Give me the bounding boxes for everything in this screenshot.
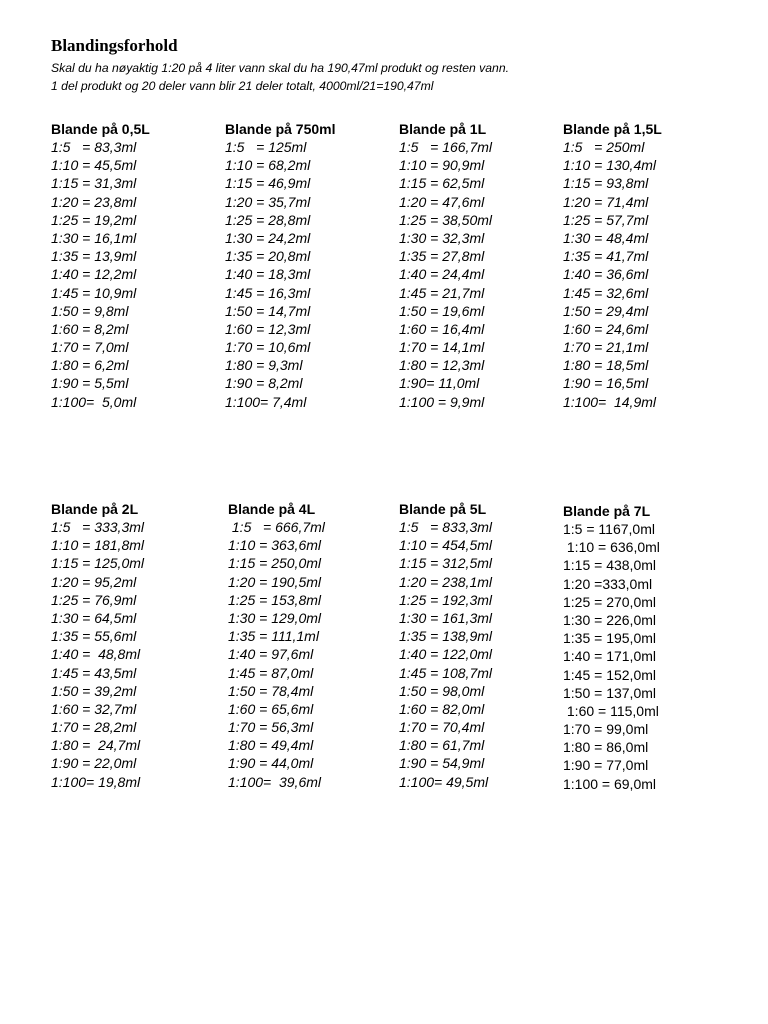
- ratio-row: 1:40 = 36,6ml: [563, 266, 649, 283]
- ratio-row: 1:70 = 70,4ml: [399, 719, 485, 736]
- mix-table-4: [563, 120, 662, 411]
- ratio-row: 1:100 = 69,0ml: [563, 775, 657, 792]
- ratio-row: 1:10 = 363,6ml: [228, 537, 322, 554]
- ratio-row: 1:70 = 56,3ml: [228, 719, 314, 736]
- ratio-row: 1:80 = 6,2ml: [51, 357, 129, 374]
- ratio-row: 1:50 = 78,4ml: [228, 682, 314, 699]
- ratio-row: 1:60 = 65,6ml: [228, 700, 314, 717]
- ratio-row: 1:35 = 55,6ml: [51, 628, 137, 645]
- ratio-row: 1:10 = 181,8ml: [51, 537, 145, 554]
- ratio-row: 1:15 = 312,5ml: [399, 555, 493, 572]
- ratio-row: 1:45 = 10,9ml: [51, 284, 137, 301]
- ratio-row: 1:10 = 454,5ml: [399, 537, 493, 554]
- ratio-row: 1:50 = 9,8ml: [51, 302, 129, 319]
- ratio-row: 1:50 = 137,0ml: [563, 684, 657, 701]
- ratio-row: 1:70 = 99,0ml: [563, 721, 649, 738]
- ratio-row: 1:15 = 438,0ml: [563, 557, 657, 574]
- ratio-row: 1:90 = 54,9ml: [399, 755, 485, 772]
- ratio-row: 1:35 = 27,8ml: [399, 248, 485, 265]
- ratio-row: 1:20 = 23,8ml: [51, 193, 137, 210]
- ratio-row: 1:100 = 9,9ml: [399, 393, 485, 410]
- ratio-row: 1:15 = 62,5ml: [399, 175, 485, 192]
- ratio-row: 1:45 = 43,5ml: [51, 664, 137, 681]
- ratio-row: 1:30 = 64,5ml: [51, 609, 137, 626]
- ratio-row: 1:40 = 12,2ml: [51, 266, 137, 283]
- mix-table-2: [225, 120, 336, 411]
- ratio-row: 1:45 = 152,0ml: [563, 666, 657, 683]
- mix-table-6: [228, 500, 325, 791]
- ratio-row: 1:45 = 87,0ml: [228, 664, 314, 681]
- ratio-row: 1:35 = 41,7ml: [563, 248, 649, 265]
- ratio-row: 1:10 = 68,2ml: [225, 157, 311, 174]
- ratio-row: 1:25 = 38,50ml: [399, 211, 493, 228]
- mix-table-header: Blande på 5L: [399, 501, 487, 517]
- mix-table-3: [399, 120, 492, 411]
- ratio-row: 1:100= 5,0ml: [51, 393, 137, 410]
- ratio-row: 1:20 = 71,4ml: [563, 193, 649, 210]
- ratio-row: 1:50 = 29,4ml: [563, 302, 649, 319]
- ratio-row: 1:5 = 250ml: [563, 139, 645, 155]
- ratio-row: 1:80 = 61,7ml: [399, 737, 485, 754]
- ratio-row: 1:30 = 32,3ml: [399, 229, 485, 246]
- ratio-row: 1:25 = 28,8ml: [225, 211, 311, 228]
- ratio-row: 1:30 = 24,2ml: [225, 229, 311, 246]
- ratio-row: 1:40 = 18,3ml: [225, 266, 311, 283]
- intro-line-1: Skal du ha nøyaktig 1:20 på 4 liter vann skal du ha 190,47ml produkt og resten vann.: [51, 61, 509, 75]
- ratio-row: 1:35 = 111,1ml: [228, 628, 319, 645]
- ratio-row: 1:80 = 86,0ml: [563, 739, 649, 756]
- ratio-row: 1:80 = 12,3ml: [399, 357, 485, 374]
- page-title: Blandingsforhold: [51, 36, 178, 55]
- ratio-row: 1:50 = 19,6ml: [399, 302, 485, 319]
- ratio-row: 1:45 = 16,3ml: [225, 284, 311, 301]
- ratio-row: 1:10 = 130,4ml: [563, 157, 657, 174]
- mix-table-header: Blande på 4L: [228, 501, 316, 517]
- ratio-row: 1:40 = 24,4ml: [399, 266, 485, 283]
- ratio-row: 1:25 = 270,0ml: [563, 593, 657, 610]
- ratio-row: 1:30 = 129,0ml: [228, 609, 322, 626]
- ratio-row: 1:25 = 76,9ml: [51, 591, 137, 608]
- ratio-row: 1:35 = 20,8ml: [225, 248, 311, 265]
- ratio-row: 1:40 = 171,0ml: [563, 648, 657, 665]
- ratio-row: 1:10 = 90,9ml: [399, 157, 485, 174]
- ratio-row: 1:50 = 39,2ml: [51, 682, 137, 699]
- ratio-row: 1:60 = 82,0ml: [399, 700, 485, 717]
- ratio-row: 1:40 = 97,6ml: [228, 646, 314, 663]
- ratio-row: 1:15 = 93,8ml: [563, 175, 649, 192]
- ratio-row: 1:30 = 48,4ml: [563, 229, 649, 246]
- ratio-row: 1:45 = 32,6ml: [563, 284, 649, 301]
- ratio-row: 1:100= 39,6ml: [228, 773, 322, 790]
- ratio-row: 1:100= 14,9ml: [563, 393, 657, 410]
- ratio-row: 1:30 = 16,1ml: [51, 229, 137, 246]
- mix-table-header: Blande på 750ml: [225, 121, 336, 137]
- ratio-row: 1:20 = 35,7ml: [225, 193, 311, 210]
- ratio-row: 1:90 = 5,5ml: [51, 375, 129, 392]
- ratio-row: 1:35 = 13,9ml: [51, 248, 137, 265]
- ratio-row: 1:100= 49,5ml: [399, 773, 489, 790]
- ratio-row: 1:80 = 9,3ml: [225, 357, 303, 374]
- mix-table-7: [399, 500, 492, 791]
- ratio-row: 1:5 = 83,3ml: [51, 139, 137, 155]
- ratio-row: 1:40 = 122,0ml: [399, 646, 493, 663]
- ratio-row: 1:80 = 24,7ml: [51, 737, 141, 754]
- ratio-row: 1:50 = 14,7ml: [225, 302, 311, 319]
- ratio-row: 1:60 = 12,3ml: [225, 320, 311, 337]
- ratio-row: 1:25 = 153,8ml: [228, 591, 322, 608]
- mix-table-5: [51, 500, 144, 791]
- ratio-row: 1:20 = 47,6ml: [399, 193, 485, 210]
- ratio-row: 1:5 = 125ml: [225, 139, 307, 155]
- ratio-row: 1:60 = 8,2ml: [51, 320, 129, 337]
- mix-table-header: Blande på 2L: [51, 501, 139, 517]
- ratio-row: 1:20 = 95,2ml: [51, 573, 137, 590]
- ratio-row: 1:40 = 48,8ml: [51, 646, 141, 663]
- ratio-row: 1:90 = 44,0ml: [228, 755, 314, 772]
- ratio-row: 1:25 = 57,7ml: [563, 211, 649, 228]
- ratio-row: 1:15 = 125,0ml: [51, 555, 145, 572]
- ratio-row: 1:5 = 333,3ml: [51, 519, 145, 535]
- mix-table-header: Blande på 7L: [563, 503, 651, 519]
- ratio-row: 1:60 = 115,0ml: [563, 702, 659, 719]
- ratio-row: 1:60 = 24,6ml: [563, 320, 649, 337]
- ratio-row: 1:90 = 16,5ml: [563, 375, 649, 392]
- ratio-row: 1:45 = 21,7ml: [399, 284, 485, 301]
- ratio-row: 1:30 = 161,3ml: [399, 609, 493, 626]
- ratio-row: 1:90 = 8,2ml: [225, 375, 303, 392]
- ratio-row: 1:80 = 18,5ml: [563, 357, 649, 374]
- ratio-row: 1:20 =333,0ml: [563, 575, 653, 592]
- ratio-row: 1:25 = 192,3ml: [399, 591, 493, 608]
- ratio-row: 1:10 = 636,0ml: [563, 539, 660, 556]
- ratio-row: 1:70 = 7,0ml: [51, 339, 129, 356]
- ratio-row: 1:20 = 238,1ml: [399, 573, 493, 590]
- mix-table-1: [51, 120, 150, 411]
- ratio-row: 1:90= 11,0ml: [399, 375, 480, 392]
- ratio-row: 1:5 = 833,3ml: [399, 519, 493, 535]
- ratio-row: 1:90 = 22,0ml: [51, 755, 137, 772]
- ratio-row: 1:25 = 19,2ml: [51, 211, 137, 228]
- ratio-row: 1:15 = 31,3ml: [51, 175, 137, 192]
- ratio-row: 1:60 = 16,4ml: [399, 320, 485, 337]
- intro-line-2: 1 del produkt og 20 deler vann blir 21 deler totalt, 4000ml/21=190,47ml: [51, 79, 434, 93]
- ratio-row: 1:70 = 14,1ml: [399, 339, 485, 356]
- mix-table-8: [563, 502, 660, 793]
- ratio-row: 1:35 = 195,0ml: [563, 630, 657, 647]
- ratio-row: 1:100= 19,8ml: [51, 773, 141, 790]
- ratio-row: 1:80 = 49,4ml: [228, 737, 314, 754]
- mix-table-header: Blande på 1,5L: [563, 121, 662, 137]
- mix-table-header: Blande på 1L: [399, 121, 487, 137]
- ratio-row: 1:10 = 45,5ml: [51, 157, 137, 174]
- ratio-row: 1:70 = 10,6ml: [225, 339, 311, 356]
- ratio-row: 1:50 = 98,0ml: [399, 682, 485, 699]
- ratio-row: 1:70 = 21,1ml: [563, 339, 649, 356]
- ratio-row: 1:5 = 166,7ml: [399, 139, 493, 155]
- ratio-row: 1:5 = 1167,0ml: [563, 521, 655, 537]
- ratio-row: 1:35 = 138,9ml: [399, 628, 493, 645]
- mix-table-header: Blande på 0,5L: [51, 121, 150, 137]
- ratio-row: 1:15 = 250,0ml: [228, 555, 322, 572]
- ratio-row: 1:60 = 32,7ml: [51, 700, 137, 717]
- ratio-row: 1:100= 7,4ml: [225, 393, 307, 410]
- ratio-row: 1:90 = 77,0ml: [563, 757, 649, 774]
- ratio-row: 1:5 = 666,7ml: [228, 519, 325, 535]
- ratio-row: 1:30 = 226,0ml: [563, 611, 657, 628]
- ratio-row: 1:70 = 28,2ml: [51, 719, 137, 736]
- ratio-row: 1:45 = 108,7ml: [399, 664, 493, 681]
- ratio-row: 1:15 = 46,9ml: [225, 175, 311, 192]
- ratio-row: 1:20 = 190,5ml: [228, 573, 322, 590]
